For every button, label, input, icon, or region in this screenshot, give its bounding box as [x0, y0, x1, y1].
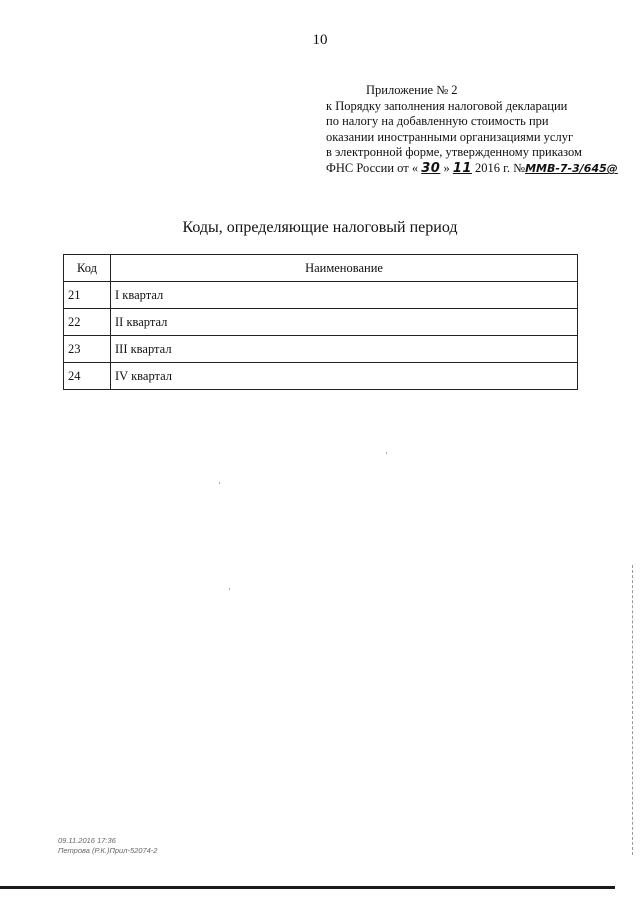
- table-row: [64, 282, 578, 309]
- table-row: [64, 336, 578, 363]
- order-reference: [326, 161, 626, 177]
- column-header-name: Наименование: [111, 255, 578, 282]
- page-number: 10: [312, 32, 328, 48]
- appendix-block: [326, 83, 626, 177]
- cell-name: III квартал: [111, 336, 578, 363]
- order-year: 2016 г.: [475, 160, 510, 175]
- order-number: ММВ-7-3/645@: [525, 161, 618, 175]
- order-prefix: ФНС России от «: [326, 160, 419, 175]
- cell-name: IV квартал: [111, 363, 578, 390]
- table-row: [64, 309, 578, 336]
- scan-edge-mark: [632, 565, 634, 855]
- period-codes-table: [63, 254, 578, 390]
- appendix-line: по налогу на добавленную стоимость при: [326, 114, 549, 129]
- footer-stamp: [58, 836, 157, 856]
- document-heading: Коды, определяющие налоговый период: [182, 219, 458, 236]
- column-header-code: Код: [64, 255, 111, 282]
- bottom-rule: [0, 886, 615, 889]
- order-month: 11: [452, 160, 472, 176]
- appendix-title: Приложение № 2: [366, 83, 458, 97]
- cell-code: 24: [64, 363, 111, 390]
- footer-timestamp: 09.11.2016 17:36: [58, 836, 116, 845]
- scan-dot: [386, 452, 387, 454]
- scan-dot: [219, 482, 220, 484]
- appendix-line: оказании иностранными организациями услуг: [326, 129, 574, 144]
- appendix-line: в электронной форме, утвержденному приказом: [326, 145, 582, 160]
- footer-filename: Петрова (Р.К.)Прил-52074-2: [58, 846, 158, 855]
- cell-code: 21: [64, 282, 111, 309]
- cell-name: I квартал: [111, 282, 578, 309]
- cell-code: 23: [64, 336, 111, 363]
- order-number-label: №: [513, 160, 526, 175]
- cell-code: 22: [64, 309, 111, 336]
- table-row: [64, 363, 578, 390]
- cell-name: II квартал: [111, 309, 578, 336]
- appendix-line: к Порядку заполнения налоговой декларации: [326, 98, 568, 113]
- table-header-row: [64, 255, 578, 282]
- order-separator: »: [443, 160, 450, 175]
- scan-dot: [229, 588, 230, 590]
- order-day: 30: [421, 160, 441, 176]
